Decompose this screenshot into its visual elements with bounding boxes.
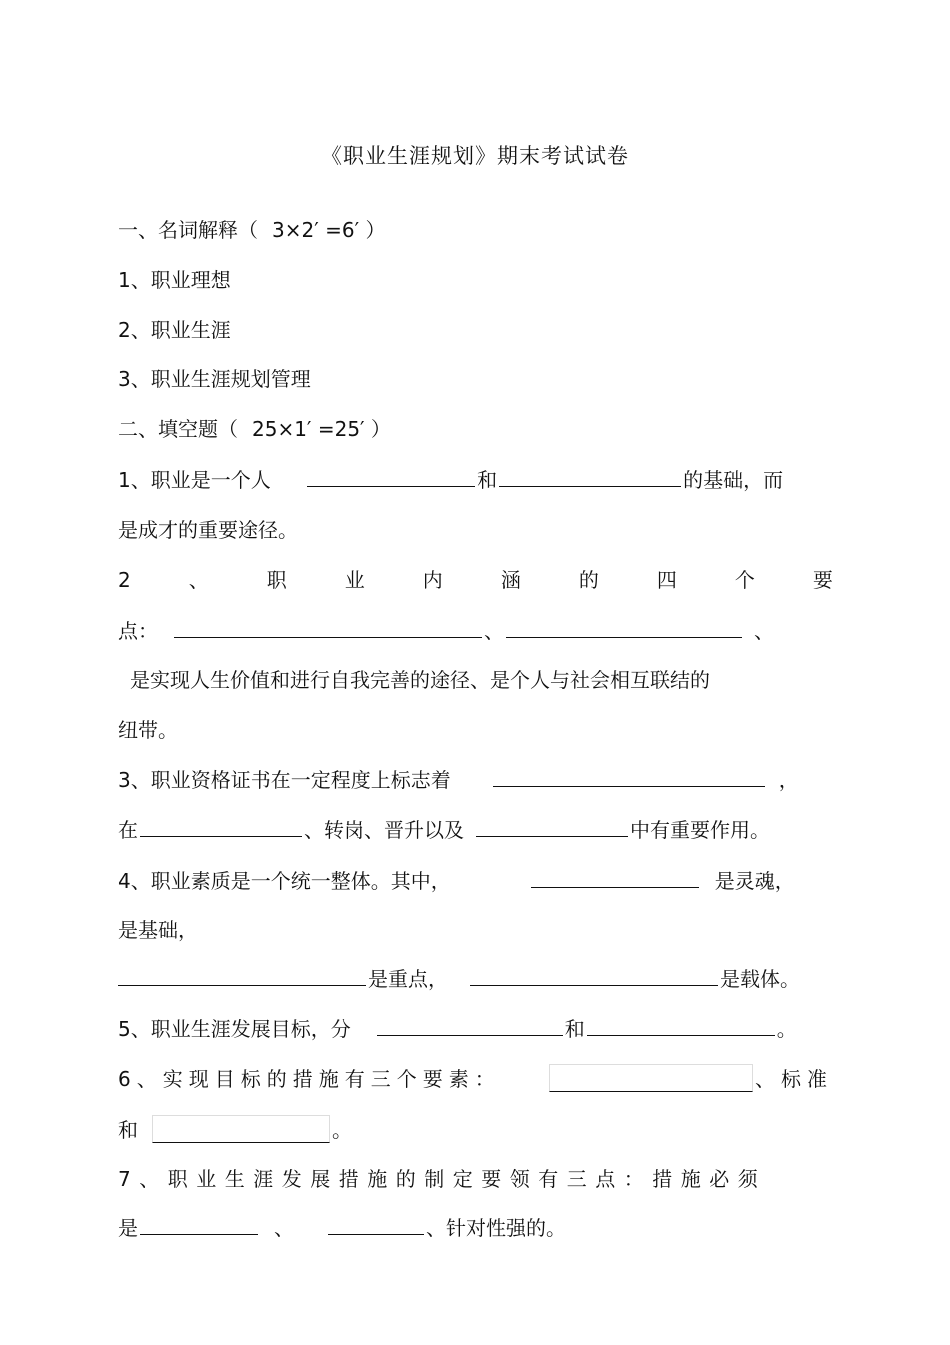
q4-text-b: 是灵魂， <box>714 869 795 893</box>
question-2 <box>118 563 833 597</box>
question-4 <box>118 864 833 898</box>
q4-blank-1[interactable] <box>531 865 699 888</box>
q2-char: 2 <box>118 568 131 592</box>
question-5 <box>118 1012 833 1046</box>
q3-line2-b: 、转岗、晋升以及 <box>304 818 464 842</box>
q1-blank-2[interactable] <box>499 464 681 487</box>
q6-blank-1[interactable] <box>549 1064 753 1092</box>
question-6 <box>118 1062 833 1096</box>
list-item: 3、职业生涯规划管理 <box>118 367 311 391</box>
q4-blank-2[interactable] <box>118 963 366 986</box>
question-6-line2 <box>118 1113 833 1147</box>
q2-sep-2: 、 <box>754 619 774 643</box>
q7-line2-a: 是 <box>118 1216 138 1240</box>
q7-text-a: 7、职业生涯发展措施的制定要领有三点：措施必须 <box>118 1167 767 1191</box>
q2-char: 涵 <box>500 568 521 592</box>
q3-line2-a: 在 <box>118 818 138 842</box>
list-item: 2、职业生涯 <box>118 318 231 342</box>
q6-text-a: 6、实现目标的措施有三个要素： <box>118 1067 501 1091</box>
question-4-line3 <box>118 962 833 996</box>
q6-line2-a: 和 <box>118 1118 138 1142</box>
section1-score: 3×2′ =6′ ） <box>272 218 386 242</box>
q7-blank-2[interactable] <box>328 1212 424 1235</box>
question-2-line3: 是实现人生价值和进行自我完善的途径、是个人与社会相互联结的 <box>130 668 710 692</box>
q2-sep-1: 、 <box>484 619 504 643</box>
q5-text-a: 5、职业生涯发展目标，分 <box>118 1017 351 1041</box>
q4-line3-b: 是载体。 <box>720 967 800 991</box>
page-title: 《职业生涯规划》期末考试试卷 <box>321 144 629 168</box>
q6-line2-b: 。 <box>332 1118 352 1142</box>
q7-line2-c: 、针对性强的。 <box>426 1216 566 1240</box>
q2-char: 个 <box>734 568 755 592</box>
q1-blank-1[interactable] <box>307 464 475 487</box>
q3-text-b: ， <box>778 768 799 792</box>
q2-blank-2[interactable] <box>506 615 742 638</box>
section2-heading-text: 二、填空题（ <box>118 417 238 441</box>
q7-line2-b: 、 <box>274 1216 294 1240</box>
q4-blank-3[interactable] <box>470 963 718 986</box>
question-3-line2 <box>118 813 833 847</box>
question-1-line2: 是成才的重要途径。 <box>118 518 298 542</box>
q5-blank-1[interactable] <box>377 1013 563 1036</box>
q2-char: 、 <box>188 568 209 592</box>
q3-blank-1[interactable] <box>493 764 765 787</box>
question-7-line2 <box>118 1211 833 1245</box>
q4-text-a: 4、职业素质是一个统一整体。其中， <box>118 869 451 893</box>
q2-char: 的 <box>578 568 599 592</box>
q2-blank-1[interactable] <box>174 615 482 638</box>
question-1 <box>118 463 833 497</box>
q2-char: 职 <box>266 568 287 592</box>
q5-text-c: 。 <box>776 1017 797 1041</box>
q3-line2-c: 中有重要作用。 <box>630 818 770 842</box>
q2-line2-text: 点： <box>118 619 158 643</box>
q2-char: 内 <box>422 568 443 592</box>
question-3 <box>118 763 833 797</box>
q5-text-b: 和 <box>564 1017 585 1041</box>
section1-heading <box>118 213 833 247</box>
q5-blank-2[interactable] <box>587 1013 775 1036</box>
q3-blank-3[interactable] <box>476 814 628 837</box>
q1-text-b: 和 <box>477 468 498 492</box>
question-4-line2: 是基础， <box>118 918 198 942</box>
q2-char: 四 <box>656 568 677 592</box>
section2-score: 25×1′ =25′ ） <box>252 417 391 441</box>
q7-blank-1[interactable] <box>140 1212 258 1235</box>
q1-text-a: 1、职业是一个人 <box>118 468 271 492</box>
q3-blank-2[interactable] <box>140 814 302 837</box>
section2-heading <box>118 412 833 446</box>
q6-text-b: 、标准 <box>755 1067 833 1091</box>
q3-text-a: 3、职业资格证书在一定程度上标志着 <box>118 768 451 792</box>
q2-char: 要 <box>812 568 833 592</box>
q1-text-c: 的基础，而 <box>683 468 784 492</box>
list-item: 1、职业理想 <box>118 268 231 292</box>
section1-heading-text: 一、名词解释（ <box>118 218 258 242</box>
q2-char: 业 <box>344 568 365 592</box>
q6-blank-2[interactable] <box>152 1115 330 1143</box>
question-2-line4: 纽带。 <box>118 718 178 742</box>
question-2-line2 <box>118 614 833 648</box>
question-7 <box>118 1162 833 1196</box>
q4-line3-a: 是重点， <box>368 967 448 991</box>
